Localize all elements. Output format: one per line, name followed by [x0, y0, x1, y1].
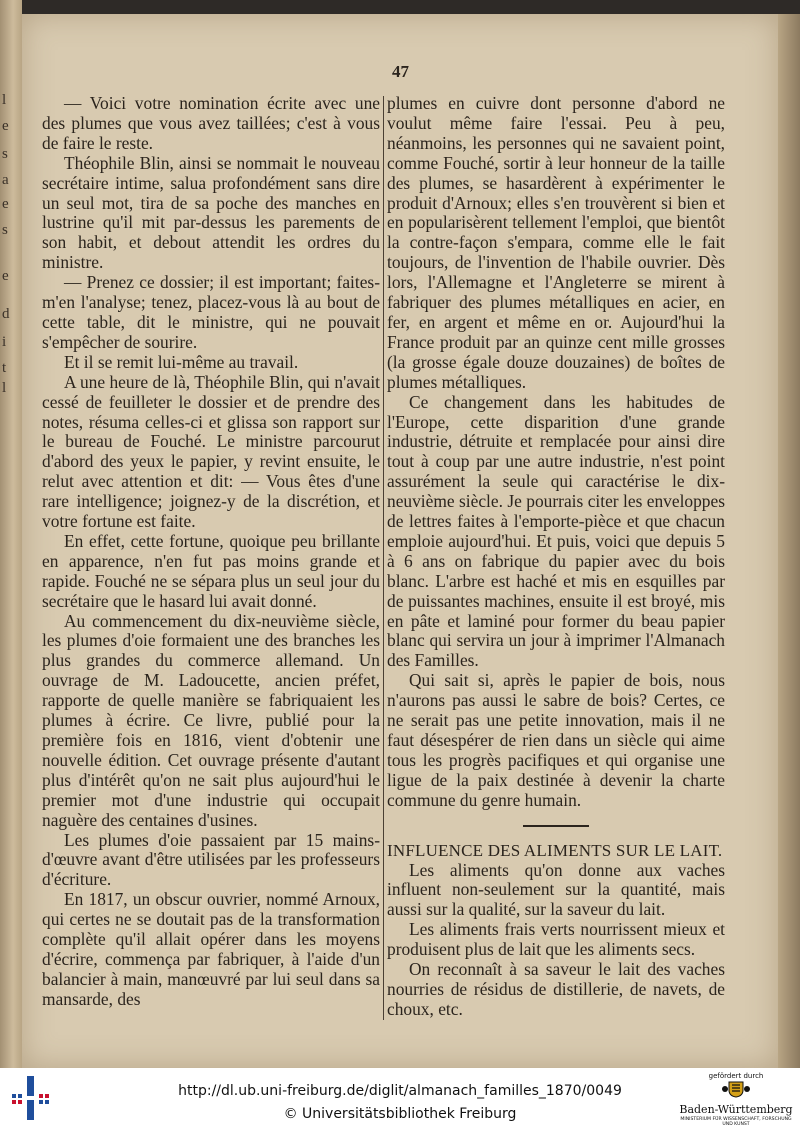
paragraph: — Voici votre nomination écrite avec une des plumes que vous avez taillées; c'est à vous de faire le reste.: [42, 93, 380, 153]
paragraph: plumes en cuivre dont personne d'abord ne voulut même faire l'essai. Peu à peu, néanmoins, les personnes qui ne savaient point, comme Fouché, sortir à leur honneur de la taille des plumes, se hasardèrent à expérimenter le produit d'Arnoux; elles s'en trouvèrent si bien et en popularisèrent tellement l'emploi, que bientôt la contre-façon s'empara, comme elle le fait toujours, de l'invention de l'habile ouvrier. Dès lors, l'Allemagne et l'Angleterre se mirent à fabriquer des plumes métalliques en acier, en fer, en argent et même en or. Aujourd'hui la France produit par an quinze cent mille grosses (la grosse égale douze douzaines) de boîtes de plumes métalliques.: [387, 93, 725, 392]
left-column: [42, 94, 380, 1010]
edge-fragment: t: [2, 360, 7, 376]
viewer-footer: [0, 1068, 800, 1130]
edge-fragment: s: [2, 222, 8, 238]
section-rule: [523, 825, 589, 827]
edge-fragment: e: [2, 268, 9, 284]
paragraph: Ce changement dans les habitudes de l'Europe, cette disparition d'une grande industrie, détruite et remplacée pour ainsi dire tout à coup par une autre industrie, n'est point assurément la seule qui caractérise le dix-neuvième siècle. Je pourrais citer les enveloppes de lettres faites à l'emporte-pièce et que chacun emploie aujourd'hui. Et puis, voici que depuis 5 à 6 ans on fabrique du papier avec du bois blanc. L'arbre est haché et mis en esquilles par de puissantes machines, ensuite il est broyé, mis en pâte et laminé pour former du beau papier blanc qui servira un jour à imprimer l'Almanach des Familles.: [387, 391, 725, 671]
paragraph: Et il se remit lui-même au travail.: [64, 351, 299, 372]
column-divider: [383, 96, 384, 1020]
paragraph: En effet, cette fortune, quoique peu brillante en apparence, n'en fut pas moins grande et rapide. Fouché ne se sépara plus un seul jour du secrétaire que le hasard lui avait donné.: [42, 530, 380, 611]
permalink-link[interactable]: http://dl.ub.uni-freiburg.de/diglit/almanach_familles_1870/0049: [178, 1083, 622, 1099]
paragraph: Au commencement du dix-neuvième siècle, les plumes d'oie formaient une des branches les plus grandes du commerce allemand. Un ouvrage de M. Ladoucette, ancien préfet, rapporte de quelle manière se fabriquaient les plumes à écrire. Ce livre, publié pour la première fois en 1816, vient d'obtenir une nouvelle édition. Cet ouvrage présente d'autant plus d'intérêt qu'on ne sait plus aujourd'hui le premier mot d'une industrie qui occupait naguère des centaines d'usines.: [42, 610, 380, 830]
edge-fragment: a: [2, 172, 9, 188]
page-number: 47: [392, 62, 409, 81]
right-column: [387, 94, 725, 1020]
edge-fragment: l: [2, 380, 7, 396]
paragraph: A une heure de là, Théophile Blin, qui n'avait cessé de feuilleter le dossier et de prendre des notes, résuma celles-ci et glissa son rapport sur le bureau de Fouché. Le ministre parcourut d'abord des yeux le papier, y revint ensuite, le relut avec attention et dit: — Vous êtes d'une rare intelligence; joignez-y de la discrétion, et votre fortune est faite.: [42, 371, 380, 532]
sponsor-name: Baden-Württemberg: [679, 1103, 793, 1116]
paragraph: En 1817, un obscur ouvrier, nommé Arnoux, qui certes ne se doutait pas de la transformation complète qu'il allait opérer dans les moyens d'écrire, commença par fabriquer, à l'aide d'un balancier à main, manœuvré par lui seul dans sa mansarde, des: [42, 889, 380, 1009]
paragraph: Théophile Blin, ainsi se nommait le nouveau secrétaire intime, salua profondément sans dire un seul mot, tira de sa poche des manches en lustrine qu'il mit par-dessus les parements de son habit, et debout attendit les ordres du ministre.: [42, 152, 380, 273]
sponsor-line: gefördert durch: [708, 1072, 764, 1080]
section-heading: INFLUENCE DES ALIMENTS SUR LE LAIT.: [387, 840, 723, 860]
sponsor-badge: [678, 1072, 794, 1126]
edge-fragment: e: [2, 118, 9, 134]
paragraph: Qui sait si, après le papier de bois, nous n'aurons pas aussi le sabre de bois? Certes, ce ne serait pas une petite innovation, mais il ne faut désespérer de rien dans un siècle qui aime tous les progrès pacifiques et qui organise une ligue de la paix destinée à devenir la charte commune du genre humain.: [387, 670, 725, 810]
edge-fragment: s: [2, 146, 8, 162]
previous-page-edge: [0, 0, 22, 1068]
paragraph: Les aliments qu'on donne aux vaches influent non-seulement sur la quantité, mais aussi sur la qualité, sur la saveur du lait.: [387, 859, 725, 920]
edge-fragment: e: [2, 196, 9, 212]
edge-fragment: i: [2, 334, 7, 350]
paragraph: Les plumes d'oie passaient par 15 mains-d'œuvre avant d'être utilisées par les professeurs d'écriture.: [42, 829, 380, 890]
book-gutter-edge: [778, 14, 800, 1068]
state-coat-of-arms-icon: [721, 1080, 751, 1098]
book-page: [22, 14, 778, 1068]
edge-fragment: d: [2, 306, 10, 322]
edge-fragment: l: [2, 92, 7, 108]
copyright-text: © Universitätsbibliothek Freiburg: [283, 1106, 517, 1122]
paragraph: — Prenez ce dossier; il est important; faites-m'en l'analyse; tenez, placez-vous là au bout de cette table, dit le ministre, qui ne pouvait s'empêcher de sourire.: [42, 272, 380, 352]
paragraph: Les aliments frais verts nourrissent mieux et produisent plus de lait que les aliments secs.: [387, 919, 725, 960]
paragraph: On reconnaît à sa saveur le lait des vaches nourries de résidus de distillerie, de navets, de choux, etc.: [387, 959, 725, 1019]
sponsor-ministry: MINISTERIUM FÜR WISSENSCHAFT, FORSCHUNG UND KUNST: [680, 1117, 792, 1127]
